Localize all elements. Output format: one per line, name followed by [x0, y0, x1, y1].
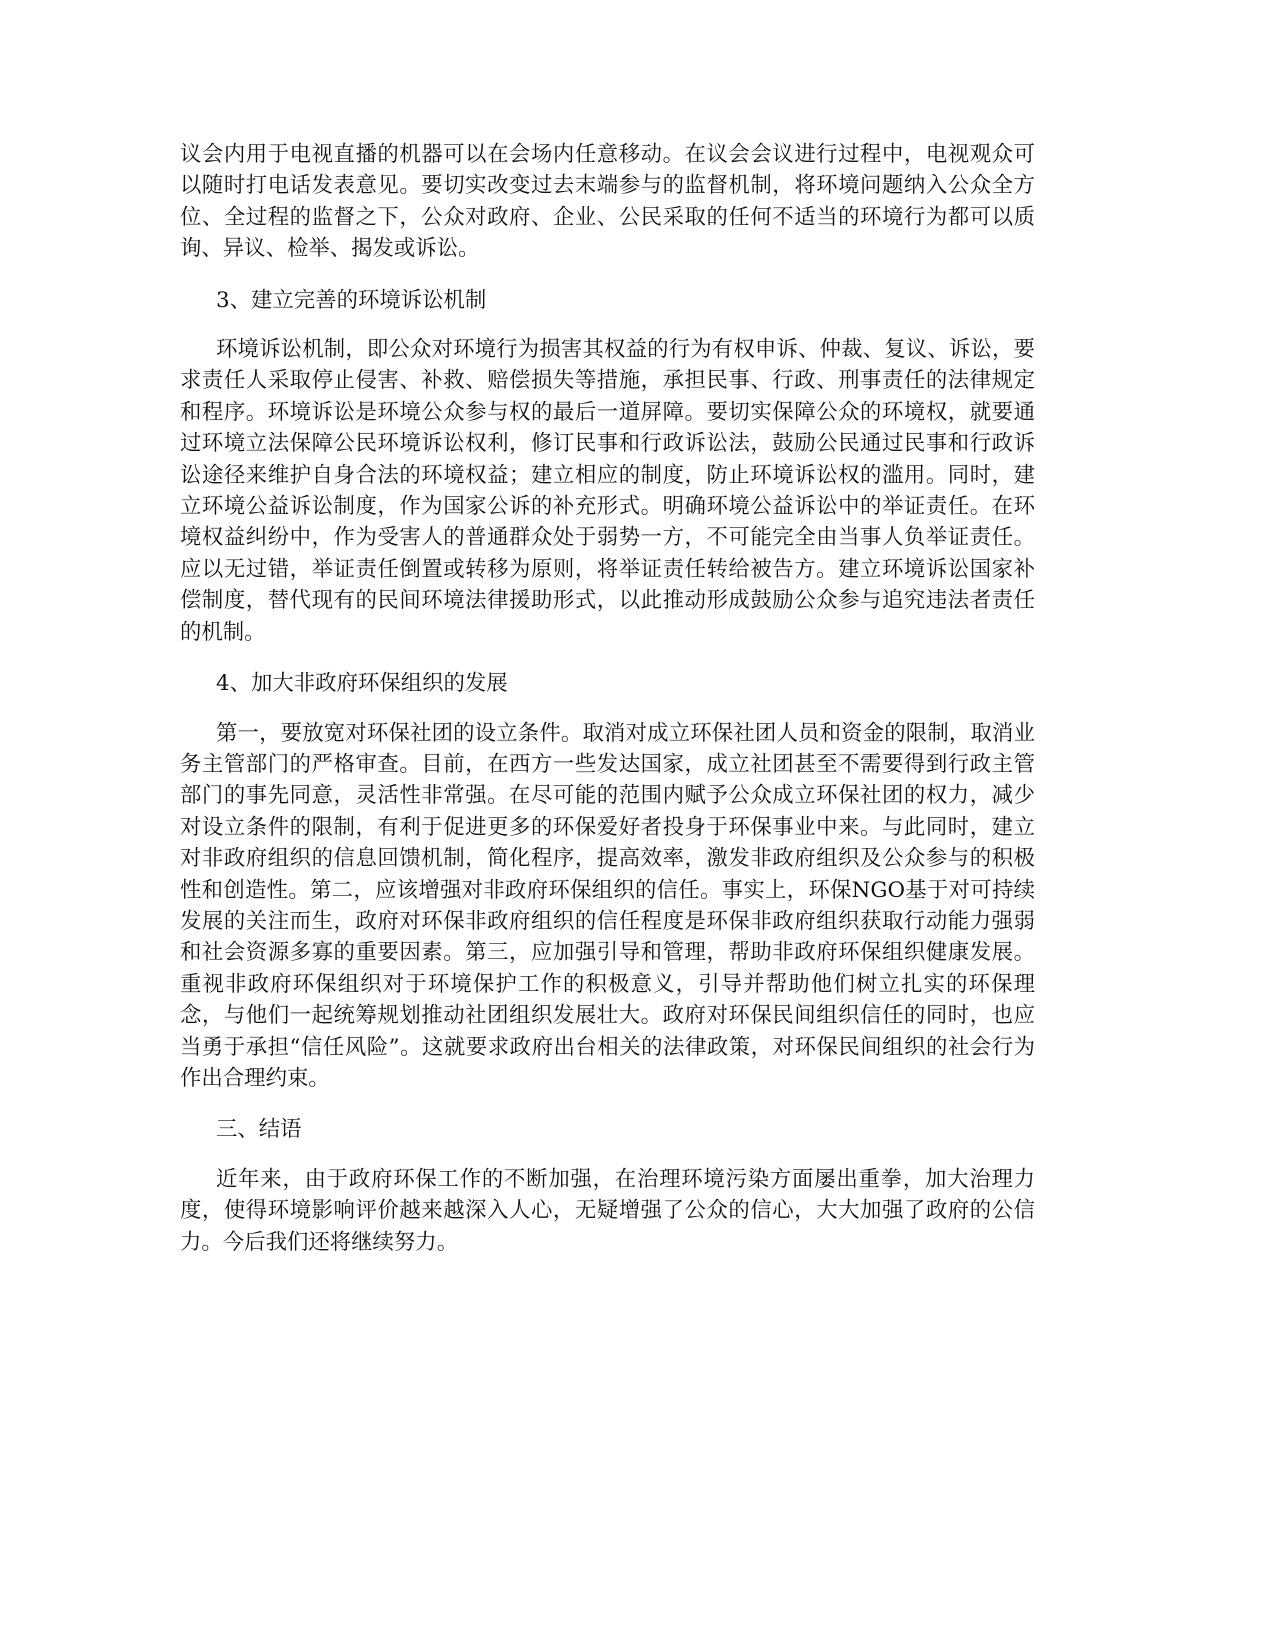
section-heading-4: 4、加大非政府环保组织的发展 [216, 671, 508, 697]
paragraph-environmental-litigation: 环境诉讼机制，即公众对环境行为损害其权益的行为有权申诉、仲裁、复议、诉讼，要求责任人采取停止侵害、补救、赔偿损失等措施，承担民事、行政、刑事责任的法律规定和程序。环境诉讼是环境公众参与权的最后一道屏障。要切实保障公众的环境权，就要通过环境立法保障公民环境诉讼权利，修订民事和行政诉讼法，鼓励公民通过民事和行政诉讼途径来维护自身合法的环境权益；建立相应的制度，防止环境诉讼权的滥用。同时，建立环境公益诉讼制度，作为国家公诉的补充形式。明确环境公益诉讼中的举证责任。在环境权益纠纷中，作为受害人的普通群众处于弱势一方，不可能完全由当事人负举证责任。应以无过错，举证责任倒置或转移为原则，将举证责任转给被告方。建立环境诉讼国家补偿制度，替代现有的民间环境法律援助形式，以此推动形成鼓励公众参与追究违法者责任的机制。 [180, 337, 1035, 645]
paragraph-ngo-development: 第一，要放宽对环保社团的设立条件。取消对成立环保社团人员和资金的限制，取消业务主管部门的严格审查。目前，在西方一些发达国家，成立社团甚至不需要得到行政主管部门的事先同意，灵活性非常强。在尽可能的范围内赋予公众成立环保社团的权力，减少对设立条件的限制，有利于促进更多的环保爱好者投身于环保事业中来。与此同时，建立对非政府组织的信息回馈机制，简化程序，提高效率，激发非政府组织及公众参与的积极性和创造性。第二，应该增强对非政府环保组织的信任。事实上，环保NGO基于对可持续发展的关注而生，政府对环保非政府组织的信任程度是环保非政府组织获取行动能力强弱和社会资源多寡的重要因素。第三，应加强引导和管理，帮助非政府环保组织健康发展。重视非政府环保组织对于环境保护工作的积极意义，引导并帮助他们树立扎实的环保理念，与他们一起统筹规划推动社团组织发展壮大。政府对环保民间组织信任的同时，也应当勇于承担“信任风险”。这就要求政府出台相关的法律政策，对环保民间组织的社会行为作出合理约束。 [180, 720, 1035, 1091]
paragraph-continuation: 议会内用于电视直播的机器可以在会场内任意移动。在议会会议进行过程中，电视观众可以随时打电话发表意见。要切实改变过去末端参与的监督机制，将环境问题纳入公众全方位、全过程的监督之下，公众对政府、企业、公民采取的任何不适当的环境行为都可以质询、异议、检举、揭发或诉讼。 [180, 142, 1035, 262]
document-page [180, 139, 1035, 1278]
paragraph-conclusion: 近年来，由于政府环保工作的不断加强，在治理环境污染方面屡出重拳，加大治理力度，使得环境影响评价越来越深入人心，无疑增强了公众的信心，大大加强了政府的公信力。今后我们还将继续努力。 [180, 1166, 1035, 1255]
section-heading-conclusion: 三、结语 [216, 1117, 302, 1143]
section-heading-3: 3、建立完善的环境诉讼机制 [216, 287, 487, 313]
